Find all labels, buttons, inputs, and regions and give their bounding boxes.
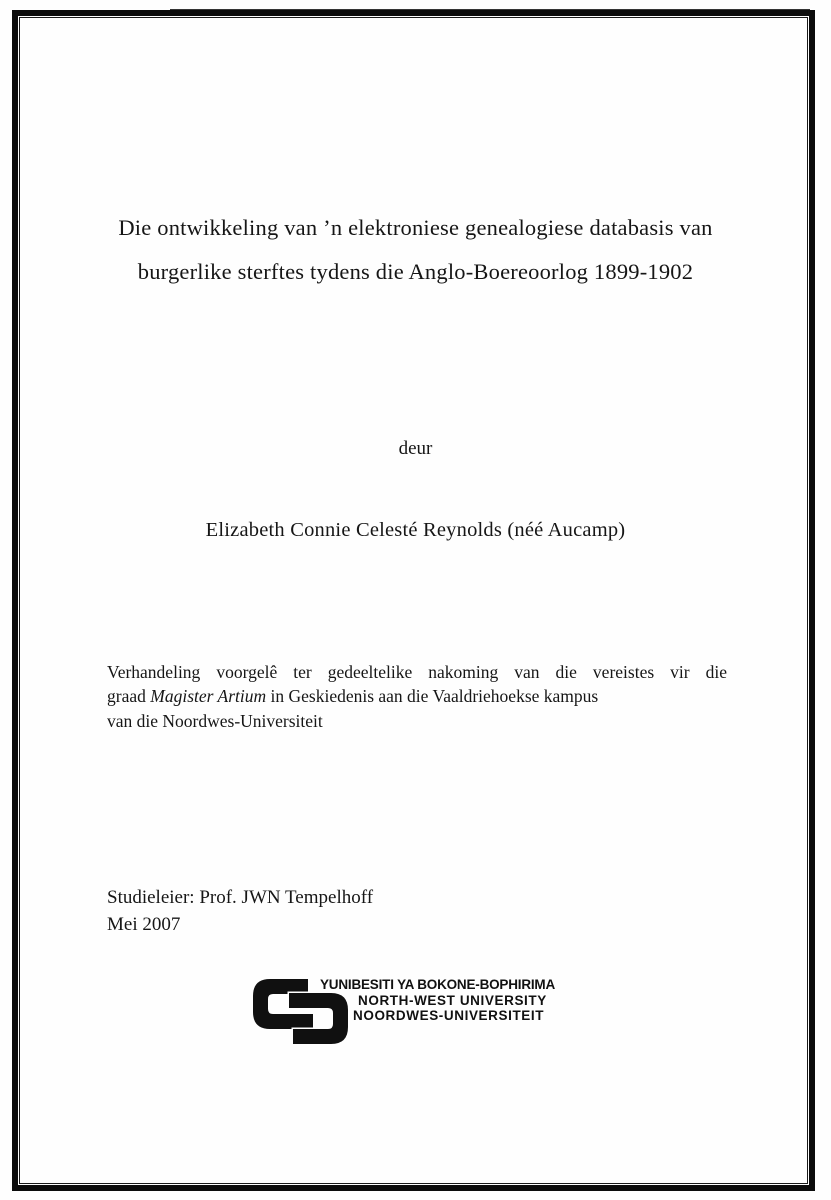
logo-text-english: NORTH-WEST UNIVERSITY (358, 992, 547, 1008)
supervisor-line: Studieleier: Prof. JWN Tempelhoff (107, 887, 374, 908)
thesis-title-line-1: Die ontwikkeling van ’n elektroniese genealogiese databasis van (118, 215, 713, 240)
byline: deur (398, 438, 433, 459)
thesis-title-line-2: burgerlike sterftes tydens die Anglo-Boereoorlog 1899-1902 (137, 259, 694, 284)
logo-text-afrikaans: NOORDWES-UNIVERSITEIT (353, 1008, 545, 1023)
statement-line-2: graad Magister Artium in Geskiedenis aan die Vaaldriehoekse kampus (107, 686, 599, 707)
logo-text-setswana: YUNIBESITI YA BOKONE-BOPHIRIMA (320, 977, 556, 992)
university-logo-text (320, 977, 555, 1024)
degree-name: Magister Artium (150, 686, 267, 707)
author-name: Elizabeth Connie Celesté Reynolds (néé Aucamp) (205, 519, 626, 541)
submission-statement (107, 660, 727, 733)
supervisor-block (107, 884, 373, 938)
date-line: Mei 2007 (107, 914, 181, 935)
statement-line-3: van die Noordwes-Universiteit (107, 710, 323, 731)
thesis-title (0, 206, 831, 294)
statement-line-1: Verhandeling voorgelê ter gedeeltelike nakoming van die vereistes vir die (107, 662, 727, 682)
university-logo (253, 976, 583, 1048)
